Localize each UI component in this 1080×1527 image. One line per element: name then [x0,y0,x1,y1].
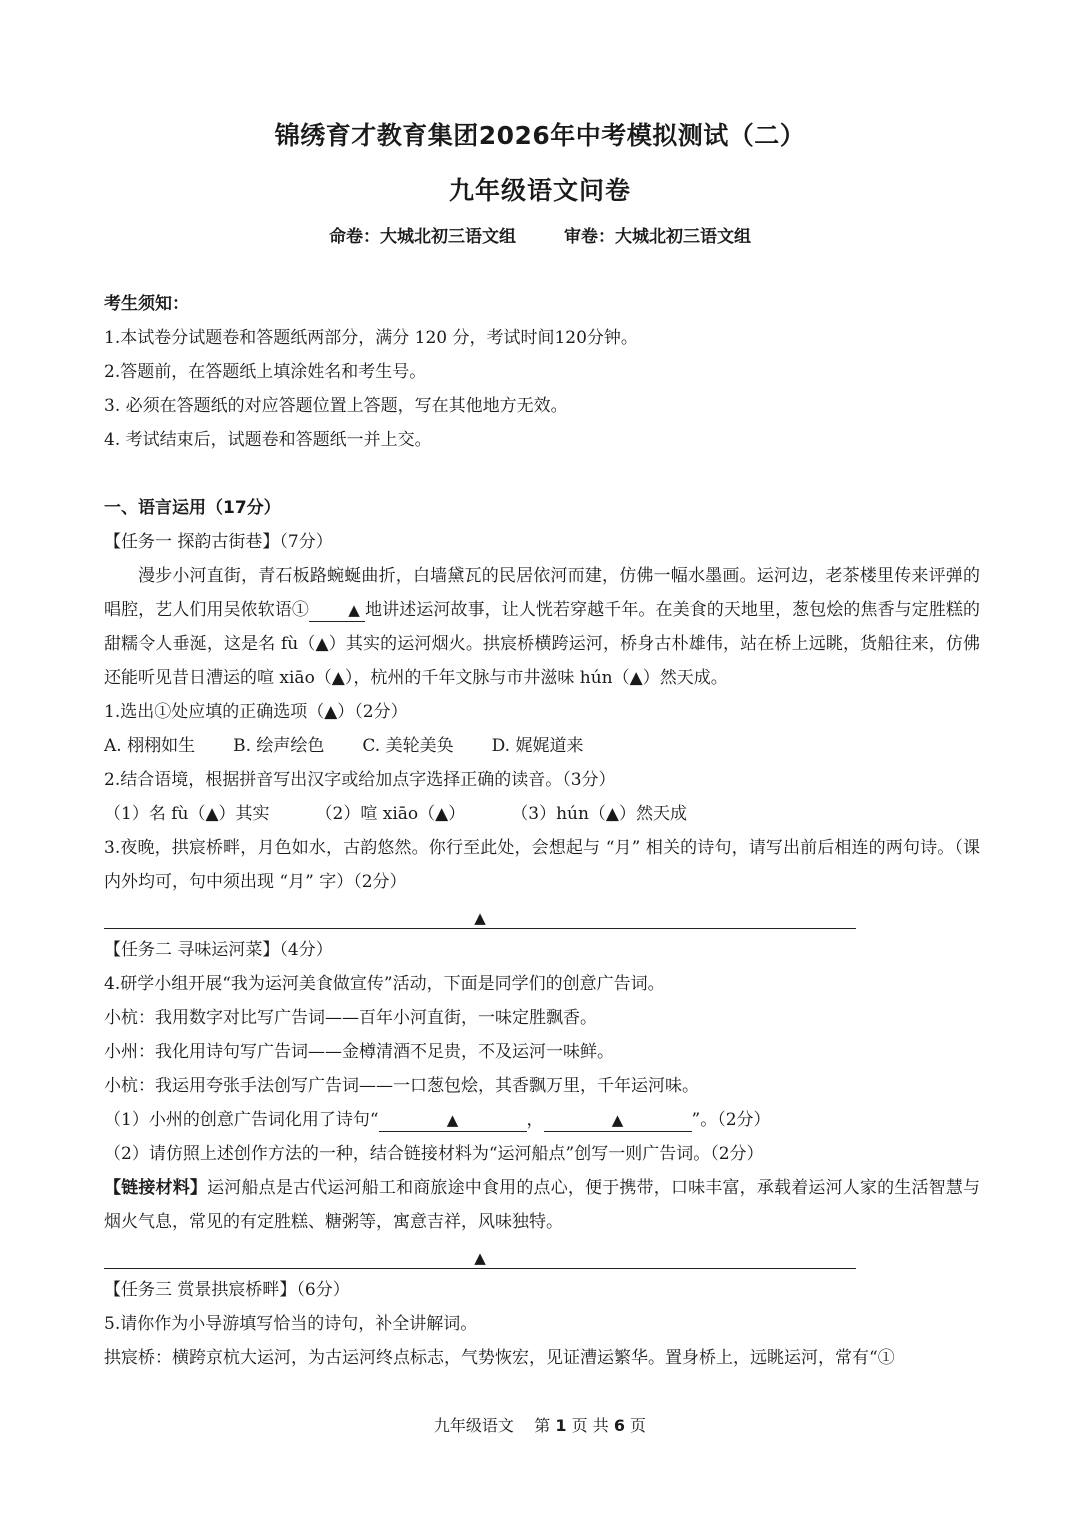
notice-item: 4. 考试结束后，试题卷和答题纸一并上交。 [104,430,432,450]
q4-1-sep: ， [526,1110,544,1130]
dialogue-line: 小杭：我用数字对比写广告词——百年小河直街，一味定胜飘香。 [104,1008,597,1028]
link-label: 【链接材料】 [104,1178,208,1198]
exam-body [104,287,980,1375]
q2-part-1: （1）名 fù（▲）其实 [104,804,270,824]
notice-item: 3. 必须在答题纸的对应答题位置上答题，写在其他地方无效。 [104,396,568,416]
option-c: C. 美轮美奂 [362,736,454,756]
footer-page-mid: 页 共 [571,1416,609,1435]
question-5: 5.请你作为小导游填写恰当的诗句，补全讲解词。 [104,1314,478,1334]
question-4-2: （2）请仿照上述创作方法的一种，结合链接材料为“运河船点”创写一则广告词。（2分） [104,1144,764,1164]
option-b: B. 绘声绘色 [233,736,325,756]
exam-title: 锦绣育才教育集团2026年中考模拟测试（二） [274,121,806,150]
blank-poem-1: ▲ [379,1109,527,1132]
task-heading: 【任务一 探韵古街巷】（7分） [104,532,333,552]
link-text: 运河船点是古代运河船工和商旅途中食用的点心，便于携带，口味丰富，承载着运河人家的生活智慧与烟火气息，常见的有定胜糕、糖粥等，寓意吉祥，风味独特。 [104,1178,981,1232]
footer-page-number: 1 [555,1416,567,1435]
q2-part-3: （3）hún（▲）然天成 [511,804,687,824]
q4-1-prefix: （1）小州的创意广告词化用了诗句“ [104,1110,379,1130]
reading-passage [104,559,980,695]
option-d: D. 娓娓道来 [491,736,584,756]
guide-text: 拱宸桥：横跨京杭大运河，为古运河终点标志，气势恢宏，见证漕运繁华。置身桥上，远眺运河，常有“① [104,1348,895,1368]
exam-credits [0,222,1080,247]
link-material [104,1171,980,1239]
dialogue-line: 小州：我化用诗句写广告词——金樽清酒不足贵，不及运河一味鲜。 [104,1042,614,1062]
notice-item: 1.本试卷分试题卷和答题纸两部分，满分 120 分，考试时间120分钟。 [104,328,638,348]
section-heading: 一、语言运用（17分） [104,498,281,518]
notice-item: 2.答题前，在答题纸上填涂姓名和考生号。 [104,362,427,382]
q2-part-2: （2）喧 xiāo（▲） [315,804,466,824]
footer-page-total: 6 [613,1416,625,1435]
footer-subject: 九年级语文 [433,1416,514,1435]
reviewer-credit: 审卷：大城北初三语文组 [564,227,751,247]
blank-1: ▲ [309,599,365,622]
answer-marker: ▲ [474,1249,486,1267]
task-heading: 【任务三 赏景拱宸桥畔】（6分） [104,1280,350,1300]
footer-page-suffix: 页 [630,1416,647,1435]
exam-subtitle: 九年级语文问卷 [448,176,631,205]
answer-line [104,899,856,933]
answer-line [104,1239,856,1273]
option-a: A. 栩栩如生 [104,736,196,756]
q4-1-suffix: ”。（2分） [691,1110,771,1130]
question-2-parts [104,797,980,831]
answer-marker: ▲ [474,909,486,927]
blank-poem-2: ▲ [544,1109,692,1132]
question-2: 2.结合语境，根据拼音写出汉字或给加点字选择正确的读音。（3分） [104,770,616,790]
setter-credit: 命卷：大城北初三语文组 [329,227,516,247]
question-4-1 [104,1103,980,1137]
footer-page-prefix: 第 [534,1416,551,1435]
passage-part-2: 地讲述运河故事，让人恍若穿越千年。在美食的天地里，葱包烩的焦香与定胜糕的甜糯令人垂涎，这是名 fù（▲）其实的运河烟火。拱宸桥横跨运河，桥身古朴雄伟，站在桥上远眺，货船往来，仿佛还能听见昔日漕运的喧 xiāo（▲），杭州的千年文脉与市井滋味 hún（▲）然天成。 [104,600,980,688]
passage-part-1: 漫步小河直街，青石板路蜿蜒曲折，白墙黛瓦的民居依河而建，仿佛一幅水墨画。运河边，老茶楼里传来评弹的唱腔，艺人们用吴侬软语① [104,566,980,620]
question-4: 4.研学小组开展“我为运河美食做宣传”活动，下面是同学们的创意广告词。 [104,974,665,994]
question-3: 3.夜晚，拱宸桥畔，月色如水，古韵悠然。你行至此处，会想起与 “月” 相关的诗句，请写出前后相连的两句诗。（课内外均可，句中须出现 “月” 字）（2分） [104,838,980,892]
notice-heading: 考生须知： [104,294,189,314]
page-footer [0,1413,1080,1436]
task-heading: 【任务二 寻味运河菜】（4分） [104,940,333,960]
question-1: 1.选出①处应填的正确选项（▲）（2分） [104,702,408,722]
question-1-options [104,729,980,763]
dialogue-line: 小杭：我运用夸张手法创写广告词——一口葱包烩，其香飘万里，千年运河味。 [104,1076,699,1096]
